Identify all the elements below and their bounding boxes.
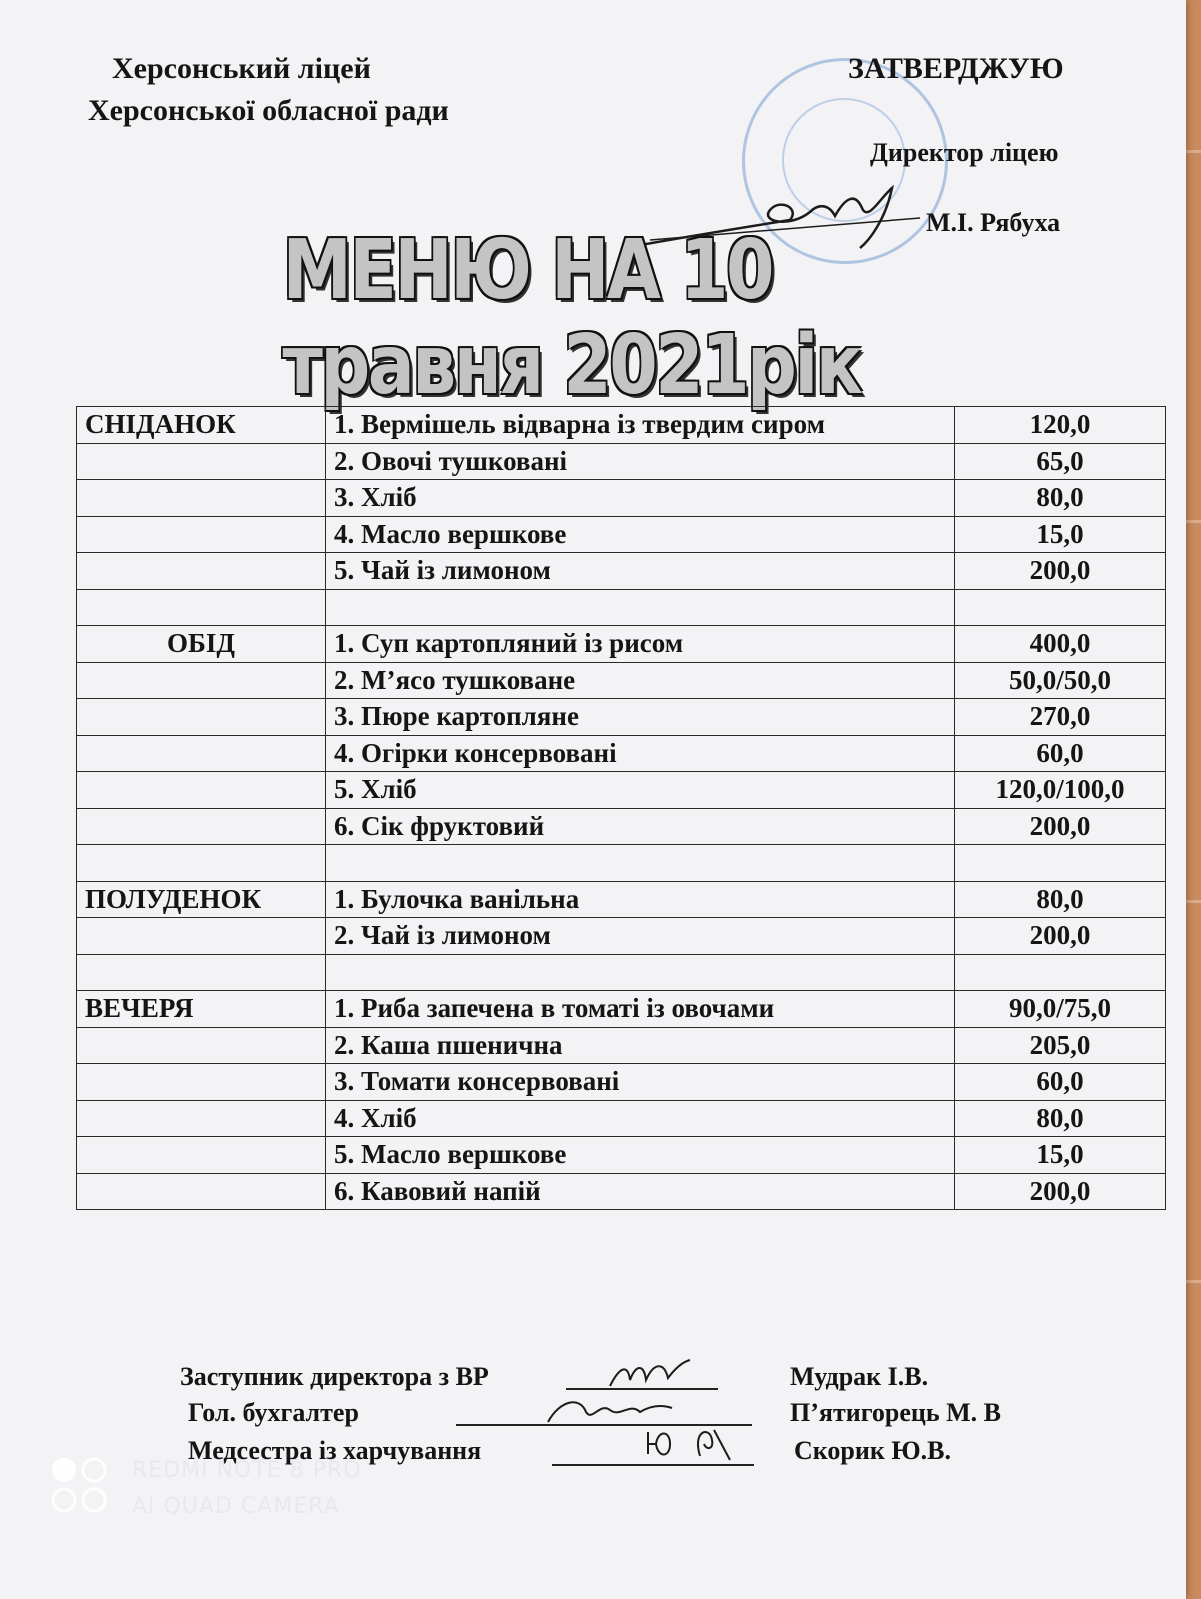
dish-cell bbox=[326, 845, 955, 882]
menu-row bbox=[77, 626, 1166, 663]
dish-cell bbox=[326, 589, 955, 626]
dish-cell: 2. Каша пшенична bbox=[326, 1027, 955, 1064]
menu-row bbox=[77, 918, 1166, 955]
quantity-cell: 200,0 bbox=[955, 808, 1166, 845]
menu-row bbox=[77, 1027, 1166, 1064]
menu-row bbox=[77, 553, 1166, 590]
dish-cell: 6. Сік фруктовий bbox=[326, 808, 955, 845]
menu-row bbox=[77, 845, 1166, 882]
meal-cell bbox=[77, 589, 326, 626]
dish-cell: 3. Пюре картопляне bbox=[326, 699, 955, 736]
quantity-cell: 15,0 bbox=[955, 516, 1166, 553]
meal-cell: ВЕЧЕРЯ bbox=[77, 991, 326, 1028]
quantity-cell: 65,0 bbox=[955, 443, 1166, 480]
menu-row bbox=[77, 1137, 1166, 1174]
meal-cell bbox=[77, 1173, 326, 1210]
menu-row bbox=[77, 480, 1166, 517]
dish-cell: 6. Кавовий напій bbox=[326, 1173, 955, 1210]
menu-row bbox=[77, 516, 1166, 553]
meal-cell bbox=[77, 553, 326, 590]
meal-cell: ПОЛУДЕНОК bbox=[77, 881, 326, 918]
director-title: Директор ліцею bbox=[870, 138, 1059, 167]
dish-cell: 1. Суп картопляний із рисом bbox=[326, 626, 955, 663]
meal-cell: СНІДАНОК bbox=[77, 407, 326, 444]
signature-role-deputy: Заступник директора з ВР bbox=[180, 1362, 489, 1391]
deputy-signature bbox=[600, 1356, 700, 1392]
meal-cell bbox=[77, 808, 326, 845]
dish-cell: 4. Хліб bbox=[326, 1100, 955, 1137]
brick-mortar bbox=[1186, 900, 1201, 903]
meal-cell bbox=[77, 1100, 326, 1137]
org-line-1: Херсонський ліцей bbox=[112, 52, 371, 85]
menu-row bbox=[77, 954, 1166, 991]
quantity-cell: 120,0 bbox=[955, 407, 1166, 444]
meal-cell bbox=[77, 516, 326, 553]
meal-cell bbox=[77, 443, 326, 480]
menu-row bbox=[77, 443, 1166, 480]
quantity-cell: 80,0 bbox=[955, 881, 1166, 918]
meal-cell bbox=[77, 480, 326, 517]
quantity-cell: 205,0 bbox=[955, 1027, 1166, 1064]
quantity-cell: 200,0 bbox=[955, 553, 1166, 590]
menu-title: МЕНЮ НА 10 травня 2021рік bbox=[282, 223, 861, 413]
signature-name-deputy: Мудрак І.В. bbox=[790, 1362, 929, 1391]
quantity-cell: 400,0 bbox=[955, 626, 1166, 663]
quantity-cell: 80,0 bbox=[955, 1100, 1166, 1137]
signature-name-accountant: П’ятигорець М. В bbox=[790, 1398, 1001, 1427]
meal-cell bbox=[77, 772, 326, 809]
org-line-2: Херсонської обласної ради bbox=[88, 94, 449, 127]
brick-mortar bbox=[1186, 150, 1201, 153]
quantity-cell bbox=[955, 589, 1166, 626]
signature-role-nurse: Медсестра із харчування bbox=[188, 1436, 482, 1465]
meal-cell bbox=[77, 735, 326, 772]
quantity-cell: 120,0/100,0 bbox=[955, 772, 1166, 809]
dish-cell: 5. Хліб bbox=[326, 772, 955, 809]
meal-cell bbox=[77, 918, 326, 955]
watermark-line-1: REDMI NOTE 8 PRO bbox=[132, 1458, 362, 1483]
menu-row bbox=[77, 662, 1166, 699]
menu-row bbox=[77, 699, 1166, 736]
meal-cell bbox=[77, 662, 326, 699]
quantity-cell: 270,0 bbox=[955, 699, 1166, 736]
menu-row bbox=[77, 1064, 1166, 1101]
quantity-cell: 50,0/50,0 bbox=[955, 662, 1166, 699]
dish-cell: 4. Масло вершкове bbox=[326, 516, 955, 553]
dish-cell: 3. Хліб bbox=[326, 480, 955, 517]
menu-row bbox=[77, 1173, 1166, 1210]
quantity-cell: 200,0 bbox=[955, 1173, 1166, 1210]
quantity-cell: 60,0 bbox=[955, 1064, 1166, 1101]
meal-cell: ОБІД bbox=[77, 626, 326, 663]
quantity-cell bbox=[955, 845, 1166, 882]
camera-watermark-icon bbox=[48, 1454, 112, 1518]
dish-cell: 4. Огірки консервовані bbox=[326, 735, 955, 772]
dish-cell: 5. Масло вершкове bbox=[326, 1137, 955, 1174]
meal-cell bbox=[77, 699, 326, 736]
approve-label: ЗАТВЕРДЖУЮ bbox=[848, 52, 1064, 85]
menu-table bbox=[76, 406, 1166, 1210]
menu-row bbox=[77, 589, 1166, 626]
signature-name-nurse: Скорик Ю.В. bbox=[794, 1436, 951, 1465]
meal-cell bbox=[77, 845, 326, 882]
quantity-cell: 15,0 bbox=[955, 1137, 1166, 1174]
watermark-line-2: AI QUAD CAMERA bbox=[132, 1494, 340, 1519]
director-name: М.І. Рябуха bbox=[926, 208, 1061, 237]
menu-row bbox=[77, 991, 1166, 1028]
dish-cell: 2. М’ясо тушковане bbox=[326, 662, 955, 699]
nurse-signature bbox=[640, 1420, 760, 1464]
signature-role-accountant: Гол. бухгалтер bbox=[188, 1398, 359, 1427]
brick-mortar bbox=[1186, 520, 1201, 523]
quantity-cell bbox=[955, 954, 1166, 991]
quantity-cell: 200,0 bbox=[955, 918, 1166, 955]
brick-mortar bbox=[1186, 1280, 1201, 1283]
menu-row bbox=[77, 808, 1166, 845]
menu-row bbox=[77, 772, 1166, 809]
quantity-cell: 60,0 bbox=[955, 735, 1166, 772]
meal-cell bbox=[77, 1064, 326, 1101]
dish-cell bbox=[326, 954, 955, 991]
meal-cell bbox=[77, 1137, 326, 1174]
menu-row bbox=[77, 1100, 1166, 1137]
menu-row bbox=[77, 735, 1166, 772]
dish-cell: 1. Булочка ванільна bbox=[326, 881, 955, 918]
menu-row bbox=[77, 407, 1166, 444]
menu-row bbox=[77, 881, 1166, 918]
quantity-cell: 90,0/75,0 bbox=[955, 991, 1166, 1028]
dish-cell: 5. Чай із лимоном bbox=[326, 553, 955, 590]
dish-cell: 2. Чай із лимоном bbox=[326, 918, 955, 955]
quantity-cell: 80,0 bbox=[955, 480, 1166, 517]
dish-cell: 1. Вермішель відварна із твердим сиром bbox=[326, 407, 955, 444]
dish-cell: 2. Овочі тушковані bbox=[326, 443, 955, 480]
meal-cell bbox=[77, 1027, 326, 1064]
dish-cell: 3. Томати консервовані bbox=[326, 1064, 955, 1101]
signature-line bbox=[552, 1464, 754, 1466]
dish-cell: 1. Риба запечена в томаті із овочами bbox=[326, 991, 955, 1028]
meal-cell bbox=[77, 954, 326, 991]
